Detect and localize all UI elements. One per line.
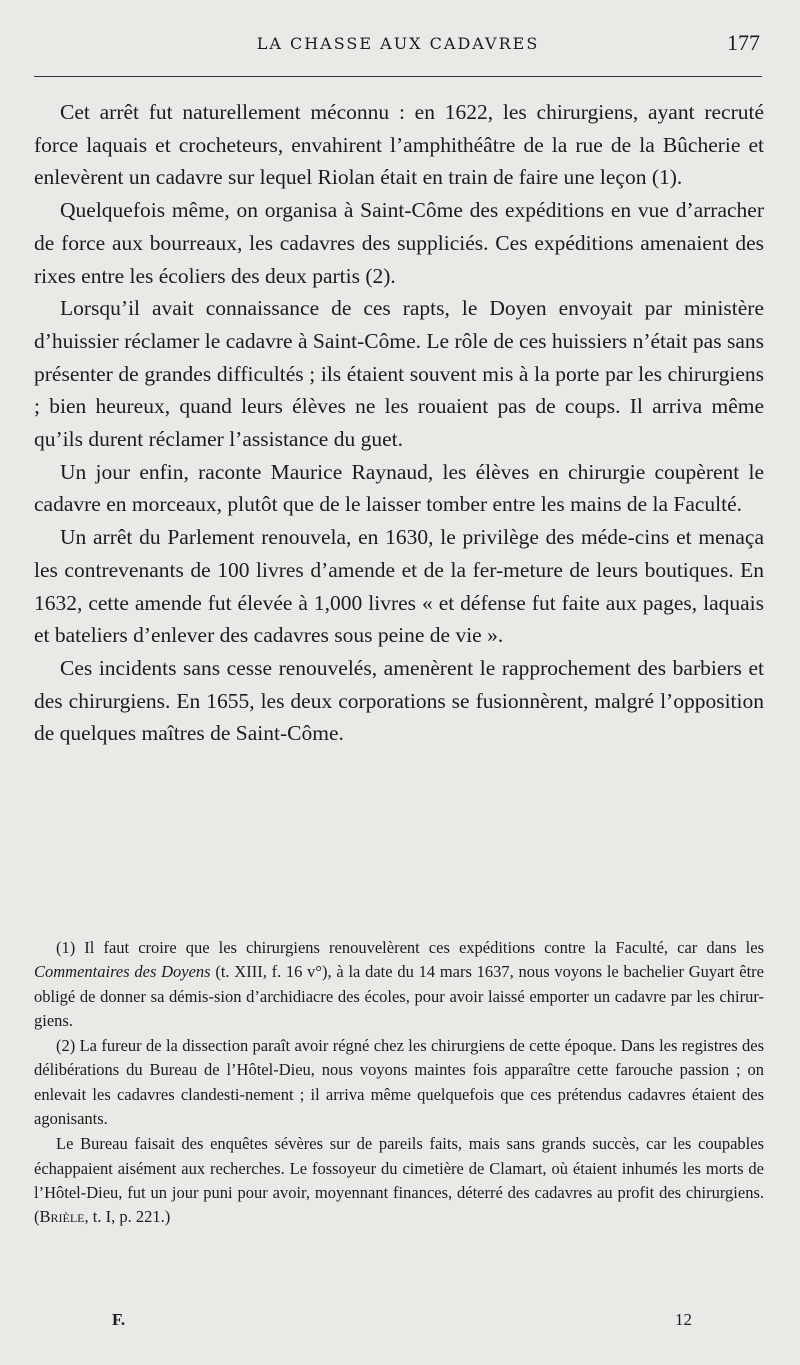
footnotes bbox=[34, 936, 764, 1231]
footnote-text: , t. I, p. 221.) bbox=[84, 1207, 171, 1227]
paragraph: Lorsqu’il avait connaissance de ces rapts, le Doyen envoyait par ministère d’huissier réclamer le cadavre à Saint-Côme. Le rôle de ces huissiers n’était pas sans présenter de grandes difficultés ; ils étaient souvent mis à la porte par les chirurgiens ; bien heureux, quand leurs élèves ne les rouaient pas de coups. Il arriva même qu’ils durent réclamer l’assistance du guet. bbox=[34, 296, 764, 452]
signature-number: 12 bbox=[675, 1310, 692, 1329]
paragraph: Un jour enfin, raconte Maurice Raynaud, les élèves en chirurgie coupèrent le cadavre en morceaux, plutôt que de le laisser tomber entre les mains de la Faculté. bbox=[34, 459, 764, 517]
main-text bbox=[34, 96, 764, 750]
footnote-2: (2) La fureur de la dissection paraît avoir régné chez les chirurgiens de cette époque. Dans les registres des délibérations du Bureau de l’Hôtel-Dieu, nous voyons maintes fois apparaître cette farouche passion ; on enlevait les cadavres clandesti-nement ; il arriva même quelquefois que ces prétendus cadavres étaient des agonisants. bbox=[34, 1036, 764, 1129]
page-header bbox=[34, 30, 762, 62]
footnote-1 bbox=[34, 936, 764, 1033]
footnote-2-continued bbox=[34, 1132, 764, 1229]
footnote-text: Le Bureau faisait des enquêtes sévères sur de pareils faits, mais sans grands succès, car les coupables échappaient aisément aux recherches. Le fossoyeur du cimetière de Clamart, où étaient inhumés les morts de l’Hôtel-Dieu, fut un jour puni pour avoir, moyennant finances, déterré des cadavres au profit des chirurgiens. ( bbox=[34, 1134, 764, 1227]
paragraph: Cet arrêt fut naturellement méconnu : en 1622, les chirurgiens, ayant recruté force laquais et crocheteurs, envahirent l’amphithéâtre de la rue de la Bûcherie et enlevèrent un cadavre sur lequel Riolan était en train de faire une leçon (1). bbox=[34, 100, 764, 190]
footnote-text: (t. XIII, f. 16 v°), à la date du 14 mars 1637, nous voyons le bachelier Guyart être obligé de donner sa démis-sion d’archidiacre des écoles, pour avoir laissé emporter un cadavre par les chirur-giens. bbox=[34, 962, 764, 1030]
paragraph: Quelquefois même, on organisa à Saint-Côme des expéditions en vue d’arracher de force aux bourreaux, les cadavres des suppliciés. Ces expéditions amenaient des rixes entre les écoliers des deux partis (2). bbox=[34, 198, 764, 288]
signature-mark: F. bbox=[112, 1310, 126, 1329]
paragraph: Ces incidents sans cesse renouvelés, amenèrent le rapprochement des barbiers et des chirurgiens. En 1655, les deux corporations se fusionnèrent, malgré l’opposition de quelques maîtres de Saint-Côme. bbox=[34, 655, 764, 746]
page-footer bbox=[34, 1310, 764, 1336]
cited-work-title: Commentaires des Doyens bbox=[34, 962, 211, 982]
paragraph: Un arrêt du Parlement renouvela, en 1630, le privilège des méde-cins et menaça les contrevenants de 100 livres d’amende et de la fer-meture de leurs boutiques. En 1632, cette amende fut élevée à 1,000 livres « et défense fut faite aux pages, laquais et bateliers d’enlever des cadavres sous peine de vie ». bbox=[34, 525, 764, 648]
running-title: LA CHASSE AUX CADAVRES bbox=[256, 34, 540, 53]
cited-author: Brièle bbox=[39, 1207, 85, 1227]
footnote-text: (1) Il faut croire que les chirurgiens renouvelèrent ces expéditions contre la Faculté, car dans les bbox=[56, 938, 764, 957]
page-number: 177 bbox=[727, 30, 760, 55]
header-rule bbox=[34, 76, 762, 77]
